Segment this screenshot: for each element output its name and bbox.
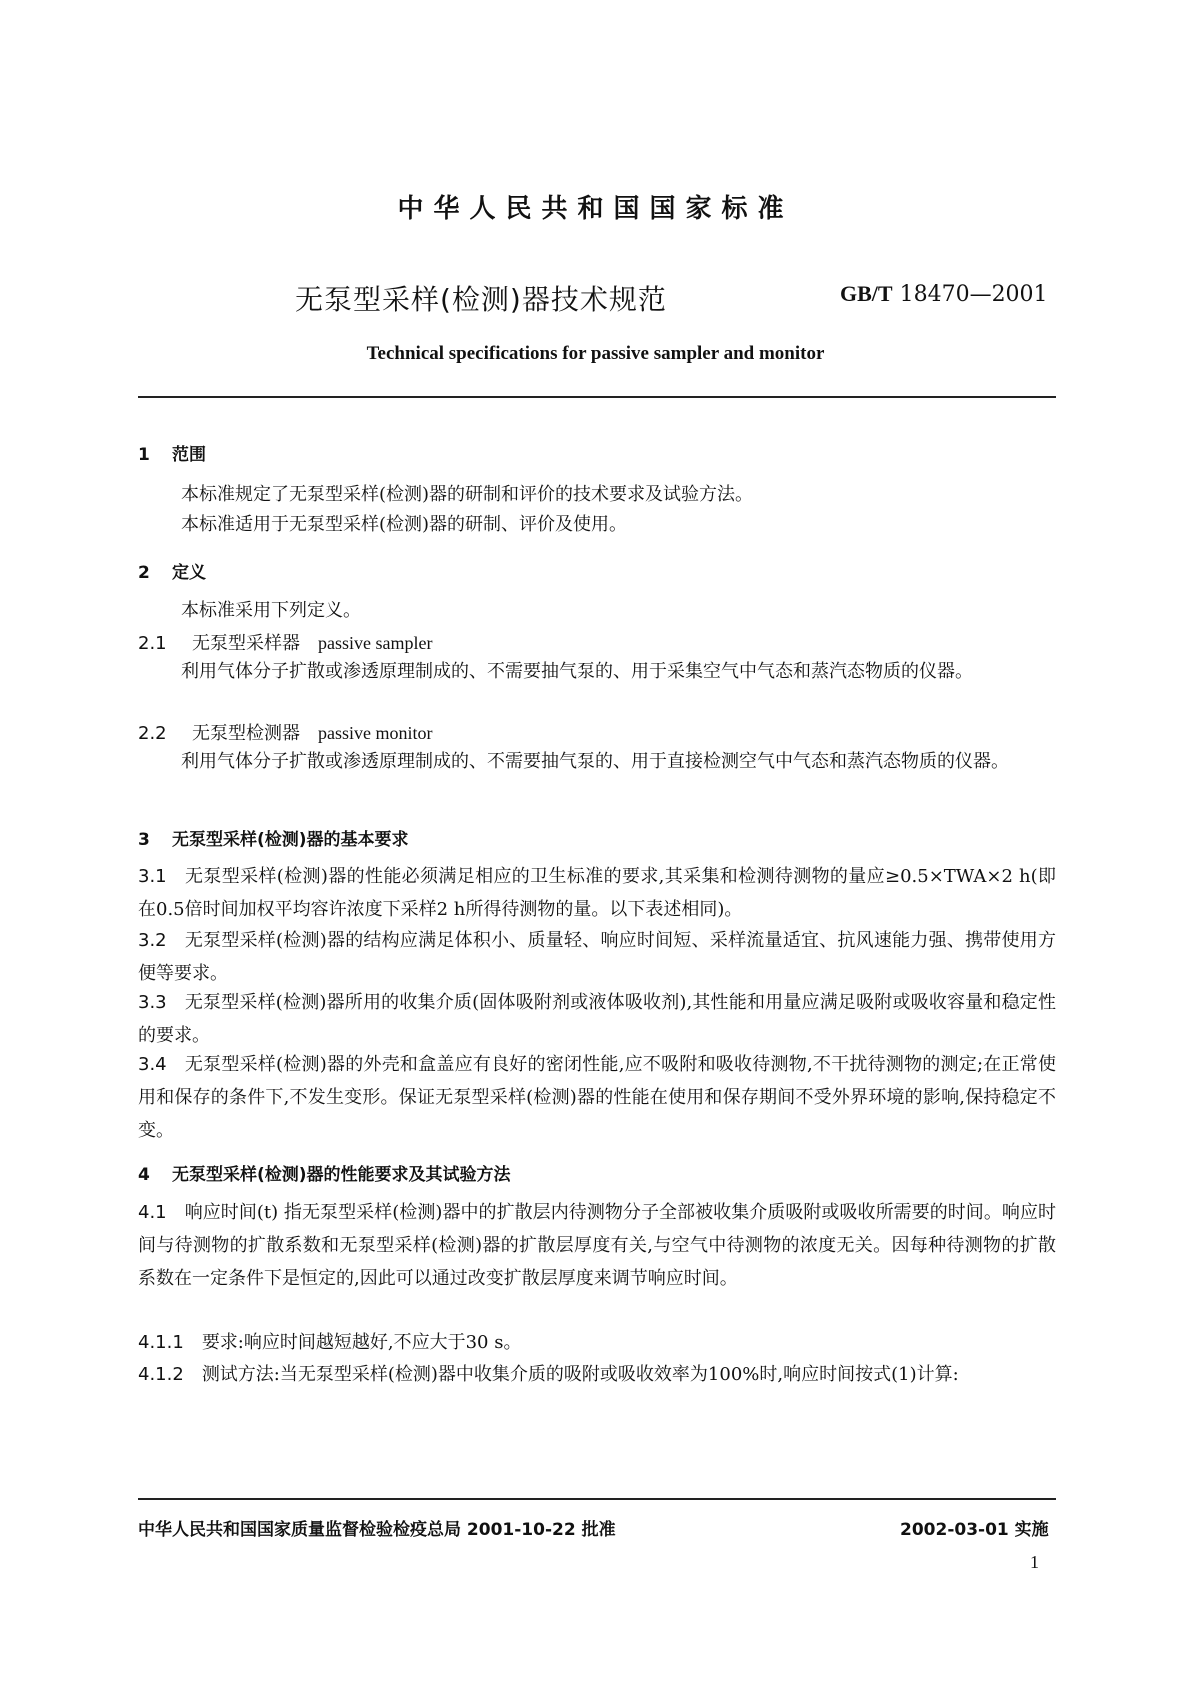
standard-prefix: GB/T [840, 281, 893, 306]
section-title: 无泵型采样(检测)器的基本要求 [172, 830, 409, 850]
clause-3-4 [138, 1048, 1056, 1147]
approval-line: 中华人民共和国国家质量监督检验检疫总局 2001-10-22 批准 [138, 1520, 616, 1540]
clause-label: 4.1.2 [138, 1364, 184, 1385]
clause-3-1 [138, 860, 1056, 926]
clause-text: 无泵型采样(检测)器的结构应满足体积小、质量轻、响应时间短、采样流量适宜、抗风速能力强、携带使用方便等要求。 [138, 930, 1056, 984]
term-en: passive sampler [318, 633, 433, 653]
national-standard-heading: 中华人民共和国国家标准 [397, 194, 794, 224]
clause-label: 3.2 [138, 930, 167, 951]
section-title: 定义 [172, 563, 206, 583]
definition-2-2-text: 利用气体分子扩散或渗透原理制成的、不需要抽气泵的、用于直接检测空气中气态和蒸汽态物质的仪器。 [181, 751, 1009, 772]
standard-code: 18470—2001 [899, 282, 1048, 307]
page-number: 1 [1030, 1552, 1039, 1572]
clause-text: 测试方法:当无泵型采样(检测)器中收集介质的吸附或吸收效率为100%时,响应时间按式(1)计算: [201, 1364, 959, 1385]
implementation-date: 2002-03-01 实施 [900, 1520, 1049, 1540]
section-2-intro: 本标准采用下列定义。 [181, 600, 361, 621]
clause-label: 2.1 [138, 633, 167, 654]
section-number: 2 [138, 563, 150, 583]
section-2-heading [138, 558, 206, 583]
clause-4-1-1 [138, 1326, 1056, 1359]
clause-text: 无泵型采样(检测)器的性能必须满足相应的卫生标准的要求,其采集和检测待测物的量应≥0.5×TWA×2 h(即在0.5倍时间加权平均容许浓度下采样2 h所得待测物的量。以下表述相同)。 [138, 866, 1056, 920]
section-number: 1 [138, 445, 150, 465]
header-divider [138, 396, 1056, 398]
clause-text: 要求:响应时间越短越好,不应大于30 s。 [201, 1332, 522, 1353]
section-number: 3 [138, 830, 150, 850]
clause-4-1-2 [138, 1358, 1056, 1391]
document-title-cn: 无泵型采样(检测)器技术规范 [295, 283, 667, 316]
clause-text: 无泵型采样(检测)器所用的收集介质(固体吸附剂或液体吸收剂),其性能和用量应满足吸附或吸收容量和稳定性的要求。 [138, 992, 1056, 1046]
clause-label: 3.3 [138, 992, 167, 1013]
standard-number [840, 281, 1048, 307]
section-number: 4 [138, 1165, 150, 1185]
section-1-paragraph-2: 本标准适用于无泵型采样(检测)器的研制、评价及使用。 [181, 514, 628, 535]
section-title: 无泵型采样(检测)器的性能要求及其试验方法 [172, 1165, 511, 1185]
clause-label: 4.1.1 [138, 1332, 184, 1353]
section-title: 范围 [172, 445, 206, 465]
clause-4-1 [138, 1196, 1056, 1295]
clause-label: 2.2 [138, 723, 167, 744]
clause-3-3 [138, 986, 1056, 1052]
section-1-paragraph-1: 本标准规定了无泵型采样(检测)器的研制和评价的技术要求及试验方法。 [181, 484, 754, 505]
section-1-heading [138, 440, 206, 465]
section-3-heading [138, 825, 409, 850]
definition-2-1-text: 利用气体分子扩散或渗透原理制成的、不需要抽气泵的、用于采集空气中气态和蒸汽态物质的仪器。 [181, 661, 973, 682]
clause-label: 4.1 [138, 1202, 167, 1223]
clause-text: 无泵型采样(检测)器的外壳和盒盖应有良好的密闭性能,应不吸附和吸收待测物,不干扰待测物的测定;在正常使用和保存的条件下,不发生变形。保证无泵型采样(检测)器的性能在使用和保存期间不受外界环境的影响,保持稳定不变。 [138, 1054, 1056, 1141]
clause-text: 响应时间(t) 指无泵型采样(检测)器中的扩散层内待测物分子全部被收集介质吸附或吸收所需要的时间。响应时间与待测物的扩散系数和无泵型采样(检测)器的扩散层厚度有关,与空气中待测物的浓度无关。因每种待测物的扩散系数在一定条件下是恒定的,因此可以通过改变扩散层厚度来调节响应时间。 [138, 1202, 1056, 1289]
term-en: passive monitor [318, 723, 433, 743]
section-4-heading [138, 1160, 511, 1185]
clause-label: 3.1 [138, 866, 167, 887]
document-title-en: Technical specifications for passive sampler and monitor [366, 343, 825, 364]
clause-3-2 [138, 924, 1056, 990]
definition-2-1-term [138, 629, 432, 655]
term-cn: 无泵型采样器 [192, 633, 300, 654]
term-cn: 无泵型检测器 [192, 723, 300, 744]
definition-2-2-term [138, 719, 433, 745]
footer-divider [138, 1498, 1056, 1500]
clause-label: 3.4 [138, 1054, 167, 1075]
